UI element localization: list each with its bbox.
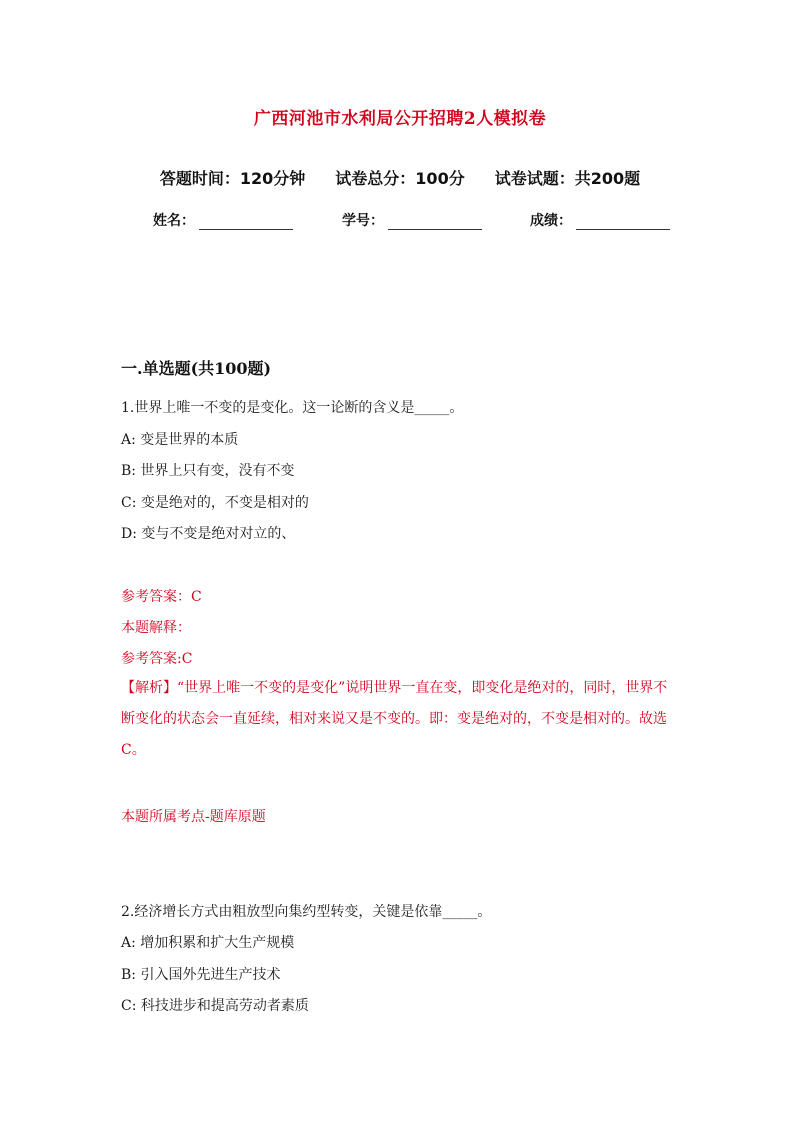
question-2-option-b: B: 引入国外先进生产技术 (121, 967, 281, 983)
score-label: 成绩： (530, 213, 572, 229)
question-1-option-c: C: 变是绝对的，不变是相对的 (121, 495, 309, 511)
question-1-analysis: 【解析】“世界上唯一不变的是变化”说明世界一直在变，即变化是绝对的，同时，世界不断变化的状态会一直延续，相对来说又是不变的。即：变是绝对的，不变是相对的。故选C。 (121, 680, 668, 758)
exam-meta-row (0, 166, 800, 189)
question-1-stem: 1.世界上唯一不变的是变化。这一论断的含义是_____。 (121, 400, 464, 416)
question-1-option-d: D: 变与不变是绝对对立的、 (121, 526, 296, 542)
name-field (153, 210, 293, 230)
question-2-stem: 2.经济增长方式由粗放型向集约型转变，关键是依靠_____。 (121, 904, 492, 920)
score-blank-line (576, 215, 670, 230)
student-id-field (342, 210, 482, 230)
question-1-option-a: A: 变是世界的本质 (121, 432, 239, 448)
exam-title: 广西河池市水利局公开招聘2人模拟卷 (253, 109, 547, 129)
student-id-blank-line (388, 215, 482, 230)
question-1-ref-answer: 参考答案：C (121, 589, 202, 605)
exam-time: 答题时间：120分钟 (159, 169, 306, 188)
exam-total-score: 试卷总分：100分 (335, 169, 465, 188)
name-label: 姓名： (153, 213, 195, 229)
question-2-option-c: C: 科技进步和提高劳动者素质 (121, 998, 309, 1014)
name-blank-line (199, 215, 293, 230)
question-1-explain-label: 本题解释： (121, 620, 191, 636)
question-1-ref-answer-2: 参考答案:C (121, 651, 193, 667)
question-1-option-b: B: 世界上只有变，没有不变 (121, 463, 295, 479)
question-2-option-a: A: 增加积累和扩大生产规模 (121, 935, 295, 951)
score-field (530, 210, 670, 230)
section-heading: 一.单选题(共100题) (121, 359, 272, 378)
student-id-label: 学号： (342, 213, 384, 229)
question-1-topic: 本题所属考点-题库原题 (121, 809, 266, 825)
exam-question-count: 试卷试题：共200题 (494, 169, 641, 188)
